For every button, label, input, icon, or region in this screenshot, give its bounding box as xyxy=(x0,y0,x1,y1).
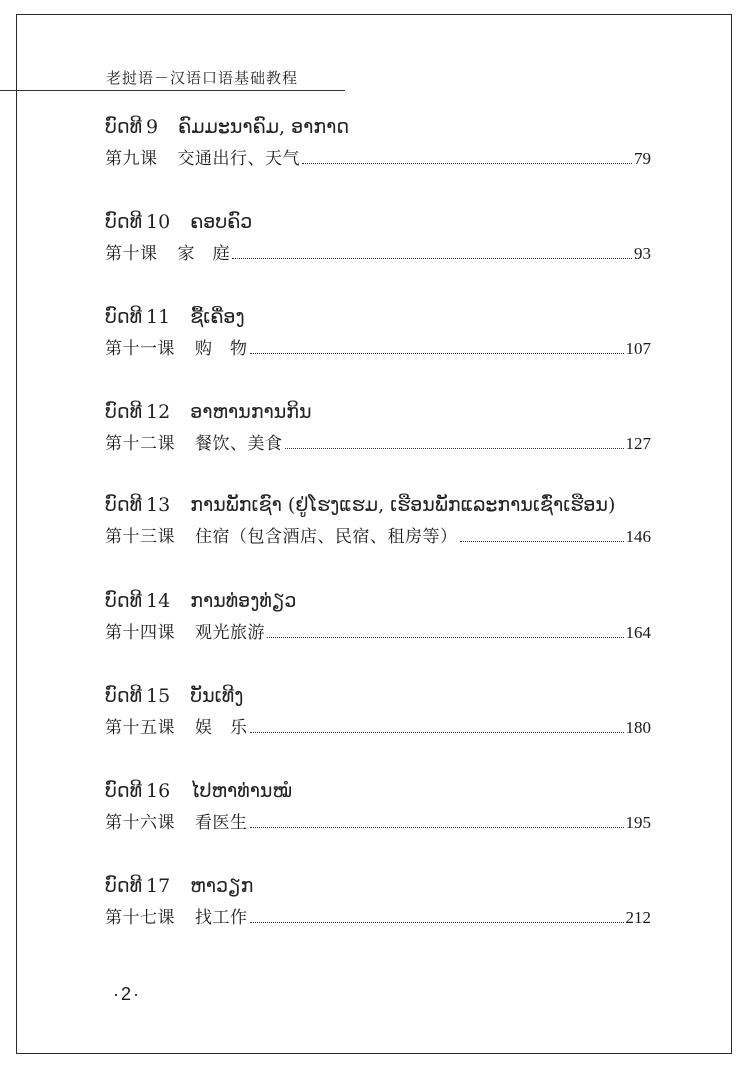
page-ref[interactable]: 195 xyxy=(625,813,651,832)
lao-heading xyxy=(105,115,651,139)
chinese-heading xyxy=(105,432,651,456)
chinese-lesson-label: 第十课 xyxy=(105,244,158,264)
lao-title: ການທ່ອງທ່ຽວ xyxy=(190,590,297,612)
lao-lesson-label: ບົດທີ xyxy=(105,306,143,328)
chinese-lesson-label: 第十四课 xyxy=(105,623,175,643)
lao-heading xyxy=(105,305,651,329)
dot-leader xyxy=(302,163,632,164)
chinese-lesson-label: 第十六课 xyxy=(105,813,175,833)
toc-entry-12[interactable] xyxy=(105,400,651,456)
lao-lesson-label: ບົດທີ xyxy=(105,494,143,516)
toc-entry-10[interactable] xyxy=(105,210,651,266)
page-ref[interactable]: 180 xyxy=(625,718,651,737)
lao-title: ອາຫານການກິນ xyxy=(190,401,312,423)
dot-leader xyxy=(250,732,624,733)
chinese-lesson-label: 第十七课 xyxy=(105,908,175,928)
dot-leader xyxy=(460,541,624,542)
chinese-title: 娱 乐 xyxy=(195,718,248,738)
chinese-heading xyxy=(105,621,651,645)
toc-entry-11[interactable] xyxy=(105,305,651,361)
lao-title: ຄອບຄົວ xyxy=(190,211,253,233)
chinese-heading xyxy=(105,716,651,740)
chinese-lesson-label: 第十五课 xyxy=(105,718,175,738)
chinese-heading xyxy=(105,242,651,266)
lesson-number: 14 xyxy=(146,590,171,612)
chinese-heading xyxy=(105,525,651,549)
lesson-number: 10 xyxy=(146,211,171,233)
chinese-title: 餐饮、美食 xyxy=(195,434,283,454)
page-number: ·2· xyxy=(113,984,141,1004)
chinese-title: 找工作 xyxy=(195,908,248,928)
dot-leader xyxy=(250,922,624,923)
toc-entry-9[interactable] xyxy=(105,115,651,171)
lesson-number: 16 xyxy=(146,780,171,802)
lao-heading xyxy=(105,493,651,517)
lao-heading xyxy=(105,400,651,424)
lao-title: ໄປຫາທ່ານໝໍ xyxy=(190,780,292,802)
lao-heading xyxy=(105,210,651,234)
dot-leader xyxy=(267,637,624,638)
chinese-title: 住宿（包含酒店、民宿、租房等） xyxy=(195,527,458,547)
dot-leader xyxy=(232,258,632,259)
page-ref[interactable]: 212 xyxy=(625,908,651,927)
lesson-number: 12 xyxy=(146,401,171,423)
chinese-heading xyxy=(105,906,651,930)
lao-title: ການພັກເຊົາ (ຢູ່ໂຮງແຮມ, ເຮືອນພັກແລະການເຊົ່າເຮືອນ) xyxy=(190,494,616,516)
toc-entry-16[interactable] xyxy=(105,779,651,835)
lao-heading xyxy=(105,684,651,708)
chinese-lesson-label: 第十一课 xyxy=(105,339,175,359)
lao-title: ຄົມມະນາຄົມ, ອາກາດ xyxy=(178,116,350,138)
toc-entry-14[interactable] xyxy=(105,589,651,645)
lao-heading xyxy=(105,874,651,898)
chinese-heading xyxy=(105,147,651,171)
header-rule xyxy=(0,90,345,91)
page-ref[interactable]: 93 xyxy=(634,244,651,263)
chinese-title: 购 物 xyxy=(195,339,248,359)
lao-title: ຫາວຽກ xyxy=(190,875,254,897)
chinese-title: 看医生 xyxy=(195,813,248,833)
lesson-number: 11 xyxy=(146,306,171,328)
lao-lesson-label: ບົດທີ xyxy=(105,211,143,233)
lesson-number: 9 xyxy=(146,116,159,138)
lao-title: ຊື້ເຄື່ອງ xyxy=(190,306,245,328)
lesson-number: 15 xyxy=(146,685,171,707)
toc-entry-13[interactable] xyxy=(105,493,651,549)
lao-lesson-label: ບົດທີ xyxy=(105,401,143,423)
chinese-title: 家 庭 xyxy=(177,244,230,264)
toc-entry-15[interactable] xyxy=(105,684,651,740)
lao-lesson-label: ບົດທີ xyxy=(105,780,143,802)
running-header: 老挝语－汉语口语基础教程 xyxy=(106,69,299,87)
lao-heading xyxy=(105,589,651,613)
chinese-lesson-label: 第十二课 xyxy=(105,434,175,454)
lesson-number: 17 xyxy=(146,875,171,897)
chinese-lesson-label: 第十三课 xyxy=(105,527,175,547)
lesson-number: 13 xyxy=(146,494,171,516)
page-ref[interactable]: 146 xyxy=(625,527,651,546)
lao-lesson-label: ບົດທີ xyxy=(105,875,143,897)
chinese-heading xyxy=(105,811,651,835)
chinese-title: 观光旅游 xyxy=(195,623,265,643)
dot-leader xyxy=(250,353,624,354)
lao-lesson-label: ບົດທີ xyxy=(105,685,143,707)
lao-heading xyxy=(105,779,651,803)
lao-lesson-label: ບົດທີ xyxy=(105,116,143,138)
dot-leader xyxy=(285,448,624,449)
page-ref[interactable]: 127 xyxy=(625,434,651,453)
dot-leader xyxy=(250,827,624,828)
page-ref[interactable]: 107 xyxy=(625,339,651,358)
lao-lesson-label: ບົດທີ xyxy=(105,590,143,612)
lao-title: ບັນເທີງ xyxy=(190,685,244,707)
chinese-heading xyxy=(105,337,651,361)
page-ref[interactable]: 79 xyxy=(634,149,651,168)
chinese-title: 交通出行、天气 xyxy=(177,149,300,169)
toc-entry-17[interactable] xyxy=(105,874,651,930)
page-ref[interactable]: 164 xyxy=(625,623,651,642)
chinese-lesson-label: 第九课 xyxy=(105,149,158,169)
